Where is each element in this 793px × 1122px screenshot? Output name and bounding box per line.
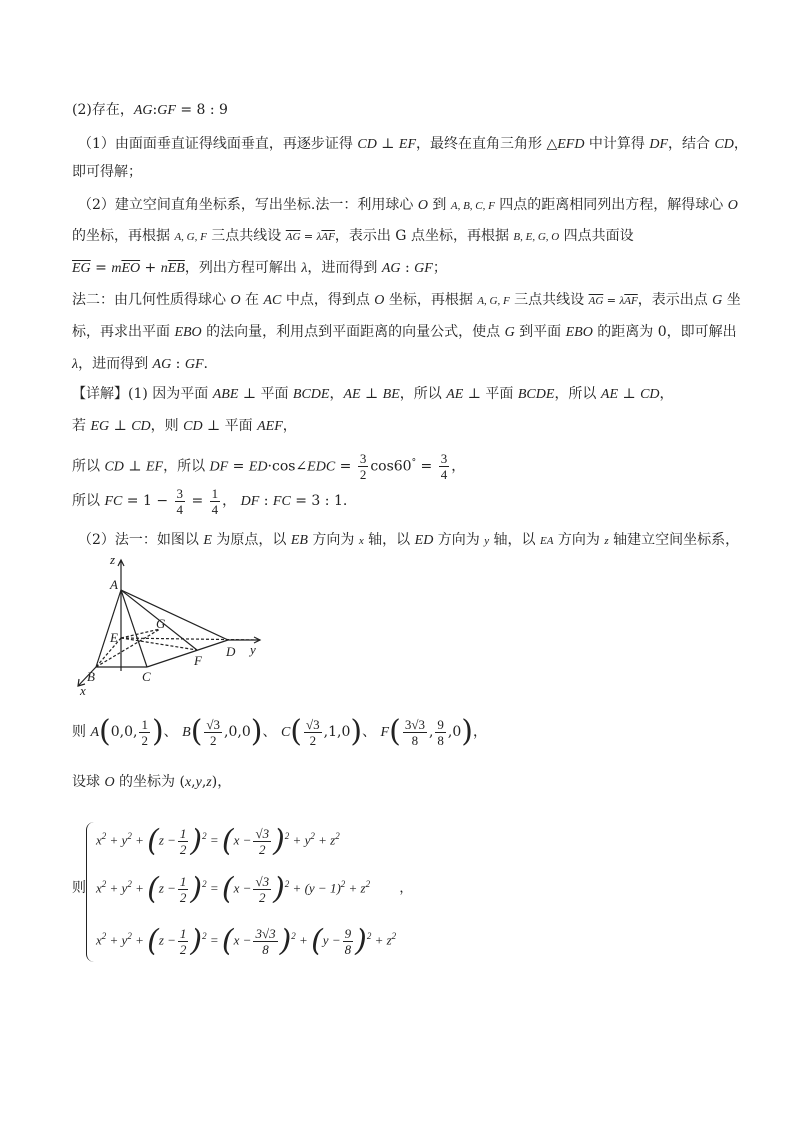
solution-part2-line1: （2）法一：如图以 E 为原点，以 EB 方向为 x 轴，以 ED 方向为 y 轴，以 EA 方向为 z 轴建立空间坐标系， <box>78 532 740 548</box>
label-E: E <box>110 630 118 645</box>
label-z: z <box>110 552 116 567</box>
equation-2: $x^2 + y^2 + (z$ − $\frac{1}{2}$ )$^2$ = (x − $\frac{√3}{2}$ )$^2 + (y - 1)^2 + z^2$ ， <box>96 871 413 907</box>
edge-EF <box>121 638 197 650</box>
solution-line3: 所以 CD ⊥ EF，所以 DF = ED·cos∠EDC = $\frac{3}{2}$ cos60° = $\frac{3}{4}$ ， <box>72 451 466 483</box>
solution-line1: 【详解】(1) 因为平面 ABE ⊥ 平面 BCDE，AE ⊥ BE，所以 AE ⊥ 平面 BCDE，所以 AE ⊥ CD， <box>72 386 674 402</box>
label-x: x <box>80 683 86 698</box>
equation-1: $x^2 + y^2 + (z$ − $\frac{1}{2}$ )$^2$ = (x − $\frac{√3}{2}$ )$^2 + y^2 + z^2$ <box>96 823 340 859</box>
label-C: C <box>142 669 151 684</box>
analysis-part2-line4: 法二：由几何性质得球心 O 在 AC 中点，得到点 O 坐标，再根据 A, G, F 三点共线设 $\overline{AG} = \lambda\overline{AF}$，表示出点 G 坐 <box>72 292 741 308</box>
edge-EG <box>121 629 160 638</box>
equation-system-prefix: 则 <box>72 880 86 896</box>
coordinates-line: 则 A(0,0, $\frac{1}{2}$ )、 B( $\frac{√3}{2}$ ,0,0)、 C( $\frac{√3}{2}$ ,1,0)、 F( $\frac{3√3}{8}$ , $\frac{9}{8}$ ,0)， <box>72 714 487 749</box>
label-G: G <box>156 616 166 631</box>
analysis-part2-line6: λ，进而得到 AG : GF. <box>72 356 208 372</box>
edge-AB <box>96 590 121 667</box>
sphere-center-line: 设球 O 的坐标为 (x,y,z)， <box>72 774 232 790</box>
analysis-part1-line2: 即可得解； <box>72 164 142 180</box>
equation-brace <box>86 822 95 962</box>
edge-CD <box>147 640 228 667</box>
label-D: D <box>226 644 236 659</box>
solution-line2: 若 EG ⊥ CD，则 CD ⊥ 平面 AEF， <box>72 418 297 434</box>
answer-line: (2)存在，AG:GF = 8 : 9 <box>72 102 228 118</box>
analysis-part2-line5: 标，再求出平面 EBO 的法向量，利用点到平面距离的向量公式，使点 G 到平面 EBO 的距离为 0，即可解出 <box>72 324 737 340</box>
edge-BG <box>96 629 160 667</box>
label-B: B <box>87 669 95 684</box>
analysis-part2-line3: $\overline{EG} = m\overline{EO} + n\overline{EB}$，列出方程可解出 λ，进而得到 AG : GF； <box>72 260 447 276</box>
label-A: A <box>110 577 118 592</box>
label-F: F <box>194 653 202 668</box>
analysis-part2-line1: （2）建立空间直角坐标系，写出坐标.法一：利用球心 O 到 A, B, C, F 四点的距离相同列出方程，解得球心 O <box>78 197 738 213</box>
solution-line4: 所以 FC = 1 − $\frac{3}{4}$ = $\frac{1}{4}$ ， DF : FC = 3 : 1. <box>72 485 348 517</box>
analysis-part2-line2: 的坐标，再根据 A, G, F 三点共线设 $\overline{AG} = \lambda\overline{AF}$，表示出 G 点坐标，再根据 B, E, G, O 四点共面设 <box>72 228 634 244</box>
pyramid-figure <box>70 550 270 700</box>
edge-AC <box>121 590 147 667</box>
equation-3: $x^2 + y^2 + (z$ − $\frac{1}{2}$ )$^2$ = (x − $\frac{3√3}{8}$ )$^2$ + (y − $\frac{9}{8}$ )$^2 + z^2$ <box>96 923 397 959</box>
label-y: y <box>250 642 256 657</box>
analysis-part1-line1: （1）由面面垂直证得线面垂直，再逐步证得 CD ⊥ EF，最终在直角三角形 △EFD 中计算得 DF，结合 CD， <box>78 136 748 152</box>
